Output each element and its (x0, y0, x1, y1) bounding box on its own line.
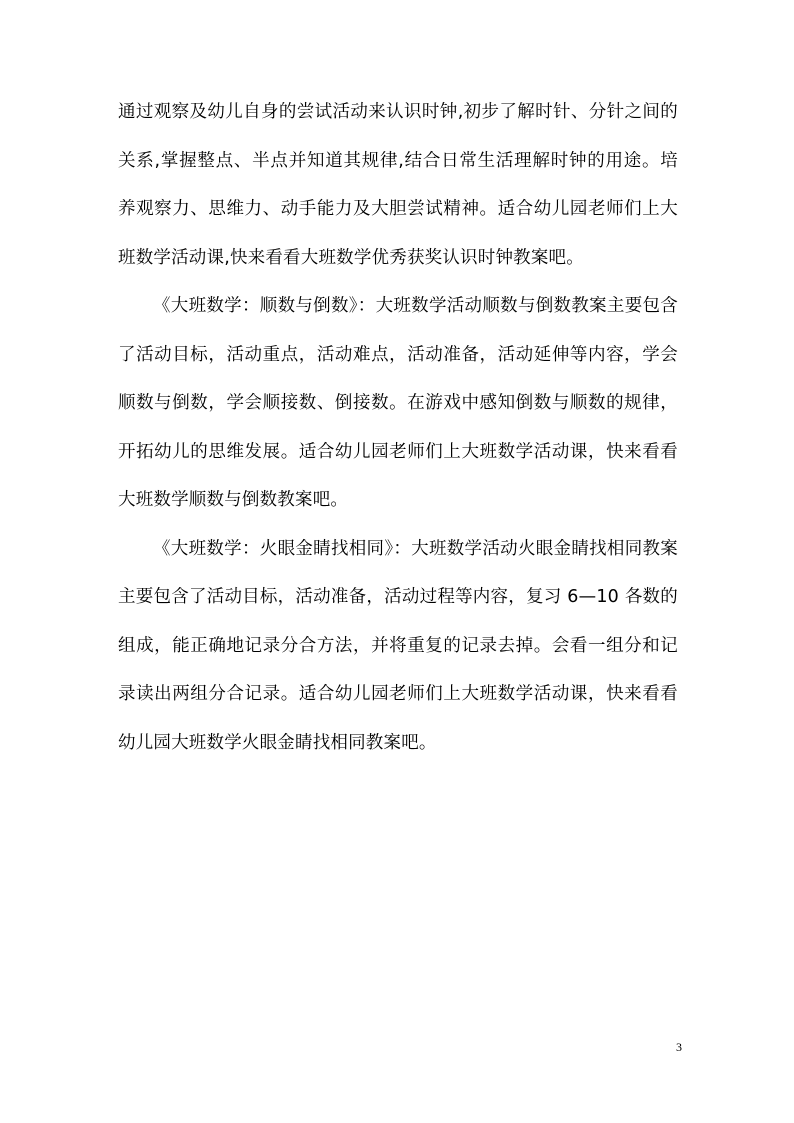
paragraph-clock-lesson: 通过观察及幼儿自身的尝试活动来认识时钟,初步了解时针、分针之间的关系,掌握整点、半点并知道其规律,结合日常生活理解时钟的用途。培养观察力、思维力、动手能力及大胆尝试精神。适合幼儿园老师们上大班数学活动课,快来看看大班数学优秀获奖认识时钟教案吧。 (118, 102, 678, 268)
document-body (118, 88, 678, 767)
paragraph-matching-lesson: 《大班数学：火眼金睛找相同》：大班数学活动火眼金睛找相同教案主要包含了活动目标，活动准备，活动过程等内容，复习 6—10 各数的组成，能正确地记录分合方法，并将重复的记录去掉。会看一组分和记录读出两组分合记录。适合幼儿园老师们上大班数学活动课，快来看看幼儿园大班数学火眼金睛找相同教案吧。 (118, 538, 678, 753)
paragraph-counting-lesson: 《大班数学：顺数与倒数》：大班数学活动顺数与倒数教案主要包含了活动目标，活动重点，活动难点，活动准备，活动延伸等内容，学会顺数与倒数，学会顺接数、倒接数。在游戏中感知倒数与顺数的规律，开拓幼儿的思维发展。适合幼儿园老师们上大班数学活动课，快来看看大班数学顺数与倒数教案吧。 (118, 296, 678, 510)
page-number: 3 (676, 1040, 682, 1054)
